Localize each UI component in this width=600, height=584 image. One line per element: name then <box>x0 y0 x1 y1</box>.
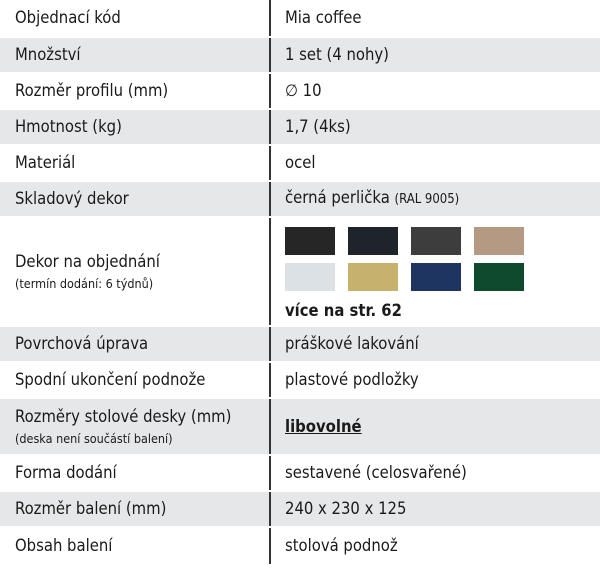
label-hmotnost: Hmotnost (kg) <box>0 109 270 145</box>
row-rozmer-baleni <box>0 491 600 527</box>
value-skladovy-dekor <box>270 181 600 217</box>
label-obsah-baleni: Obsah balení <box>0 527 270 564</box>
value-material: ocel <box>270 145 600 181</box>
board-not-included-note: (deska není součástí balení) <box>15 430 173 446</box>
value-forma-dodani: sestavené (celosvařené) <box>270 455 600 491</box>
swatch-graphite-metallic <box>411 227 461 255</box>
label-forma-dodani: Forma dodání <box>0 455 270 491</box>
swatch-navy-blue <box>411 263 461 291</box>
label-mnozstvi: Množství <box>0 37 270 73</box>
swatch-bronze-beige <box>474 227 524 255</box>
label-rozmer-baleni: Rozměr balení (mm) <box>0 491 270 527</box>
label-dekor-na-objednani <box>0 217 270 326</box>
swatch-dark-green <box>474 263 524 291</box>
value-rozmer-baleni: 240 x 230 x 125 <box>270 491 600 527</box>
swatch-gold <box>348 263 398 291</box>
value-hmotnost: 1,7 (4ks) <box>270 109 600 145</box>
swatch-light-grey <box>285 263 335 291</box>
row-hmotnost <box>0 109 600 145</box>
label-skladovy-dekor: Skladový dekor <box>0 181 270 217</box>
label-dekor-main: Dekor na objednání <box>15 251 160 271</box>
value-rozmery-desky <box>270 398 600 455</box>
label-spodni-ukonceni: Spodní ukončení podnože <box>0 362 270 398</box>
label-rozmery-desky <box>0 398 270 455</box>
decor-name: černá perlička <box>285 188 390 207</box>
row-dekor-na-objednani <box>0 217 600 326</box>
row-skladovy-dekor <box>0 181 600 217</box>
libovolne-text: libovolné <box>285 416 362 436</box>
label-rozmery-main: Rozměry stolové desky (mm) <box>15 406 232 426</box>
row-mnozstvi <box>0 37 600 73</box>
row-forma-dodani <box>0 455 600 491</box>
label-objednaci-kod: Objednací kód <box>0 0 270 37</box>
row-objednaci-kod <box>0 0 600 37</box>
label-material: Materiál <box>0 145 270 181</box>
color-swatch-grid <box>285 227 600 291</box>
row-povrchova-uprava <box>0 326 600 362</box>
ral-code: (RAL 9005) <box>394 192 460 207</box>
value-dekor-na-objednani <box>270 217 600 326</box>
row-spodni-ukonceni <box>0 362 600 398</box>
swatch-black-texture <box>285 227 335 255</box>
value-obsah-baleni: stolová podnož <box>285 536 398 555</box>
label-povrchova-uprava: Povrchová úprava <box>0 326 270 362</box>
swatch-anthracite <box>348 227 398 255</box>
value-mnozstvi: 1 set (4 nohy) <box>270 37 600 73</box>
row-rozmery-desky <box>0 398 600 455</box>
row-obsah-baleni <box>0 527 600 564</box>
row-material <box>0 145 600 181</box>
value-povrchova-uprava: práškové lakování <box>270 326 600 362</box>
more-info-text: více na str. 62 <box>285 300 402 320</box>
value-rozmer-profilu: ∅ 10 <box>270 73 600 109</box>
value-spodni-ukonceni: plastové podložky <box>270 362 600 398</box>
delivery-time-note: (termín dodání: 6 týdnů) <box>15 275 154 291</box>
label-rozmer-profilu: Rozměr profilu (mm) <box>0 73 270 109</box>
row-rozmer-profilu <box>0 73 600 109</box>
value-objednaci-kod: Mia coffee <box>270 0 600 37</box>
